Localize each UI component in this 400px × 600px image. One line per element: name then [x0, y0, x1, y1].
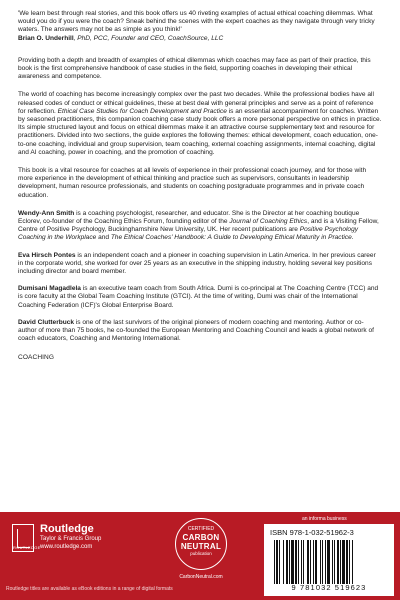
author-name: Dumisani Magadlela	[18, 285, 81, 293]
publisher-url: www.routledge.com	[40, 544, 93, 550]
publisher-name: Routledge	[40, 523, 94, 535]
subject-category: COACHING	[18, 353, 55, 361]
routledge-logo-icon: ROUTLEDGE	[12, 524, 34, 552]
ebook-note: Routledge titles are available as eBook editions in a range of digital formats	[6, 586, 173, 592]
author-bio-pontes: Eva Hirsch Pontes is an independent coach and a pioneer in coaching supervision in Latin America. In her previous career in the corporate world, she worked for over 25 years as an executive in the shipping industry, holding several key positions including director and board member.	[18, 251, 376, 276]
description-paragraph: The world of coaching has become increasingly complex over the past two decades. While the professional bodies have all released codes of conduct or ethical guidelines, these at best deal with general principles and serve as a point of reference for reflection. Ethical Case Studies for Coach Development and Practice is an essential accompaniment for coaches. Written by seasoned practitioners, this companion coaching case study book offers a more personal perspective on ethics in practice. Its simple structured layout and focus on ethical dilemmas make it an attractive course supplementary text and resource for practitioners. Divided into two sections, the guide explores the following themes: ethical development, coach education, one-to-one coaching, individual and group supervision, team coaching, external coaching assignments, internal coaching, digital and AI coaching, power in coaching, and the promotion of coaching.	[18, 91, 382, 156]
endorsement-attribution	[18, 35, 382, 43]
book-title: Ethical Case Studies for Coach Development and Practice	[57, 107, 227, 115]
informa-tagline: an informa business	[302, 516, 347, 522]
barcode-number: 9 781032 519623	[291, 583, 367, 592]
author-name: Wendy-Ann Smith	[18, 209, 75, 217]
back-cover-text	[18, 10, 382, 362]
endorser-name: Brian O. Underhill	[18, 34, 74, 42]
carbon-neutral-url: CarbonNeutral.com	[179, 574, 223, 580]
description-paragraph: This book is a vital resource for coaches at all levels of experience in their professional coach journey, and for those with more experience in the development of ethical thinking and practice such as supervisors, consultants in leadership development, human resource professionals, and students on coaching postgraduate programmes and in private coach education.	[18, 167, 367, 199]
publisher-group: Taylor & Francis Group	[40, 536, 102, 542]
barcode-panel	[264, 524, 394, 596]
isbn: ISBN 978-1-032-51962-3	[270, 528, 354, 537]
carbon-neutral-badge-icon: CERTIFIED CARBON NEUTRAL publication	[175, 518, 227, 570]
barcode-icon	[274, 540, 384, 584]
publisher-footer	[0, 512, 400, 600]
author-bio-clutterbuck: David Clutterbuck is one of the last survivors of the original pioneers of modern coaching and mentoring. Author or co-author of more than 75 books, he co-founded the European Mentoring and Coaching Council and leads a global network of coach educators, Coaching and Mentoring International.	[18, 318, 374, 343]
endorser-credentials: , PhD, PCC, Founder and CEO, CoachSource, LLC	[73, 34, 224, 42]
author-name: David Clutterbuck	[18, 318, 75, 326]
author-bio-magadlela: Dumisani Magadlela is an executive team coach from South Africa. Dumi is co-principal at The Coaching Centre (TCC) and is core faculty at the Global Team Coaching Institute (GTCI). At the time of writing, Dumi was chair of the International Coaching Federation (ICF)'s Global Enterprise Board.	[18, 285, 379, 309]
description-paragraph: Providing both a depth and breadth of examples of ethical dilemmas which coaches may face as part of their practice, this book is the first comprehensive handbook of case studies in the field, supporting coaches in developing their ethical awareness and competence.	[18, 56, 371, 81]
author-bio-smith: Wendy-Ann Smith is a coaching psychologist, researcher, and educator. She is the Director at her coaching boutique Eclorev, co-founder of the Coaching Ethics Forum, founding editor of the Journal of Coaching Ethics, and is a Visiting Fellow, Centre of Positive Psychology, Buckinghamshire New University, UK. Her recent publications are Positive Psychology Coaching in the Workplace and The Ethical Coaches' Handbook: A Guide to Developing Ethical Maturity in Practice.	[18, 209, 379, 242]
author-name: Eva Hirsch Pontes	[18, 251, 76, 259]
endorsement-quote: 'We learn best through real stories, and this book offers us 40 riveting examples of actual ethical coaching dilemmas. What would you do if you were the coach? Sneak behind the scenes with the expert coaches as they navigate through very tricky waters. The answers may not be as simple as you think!'	[18, 10, 375, 34]
